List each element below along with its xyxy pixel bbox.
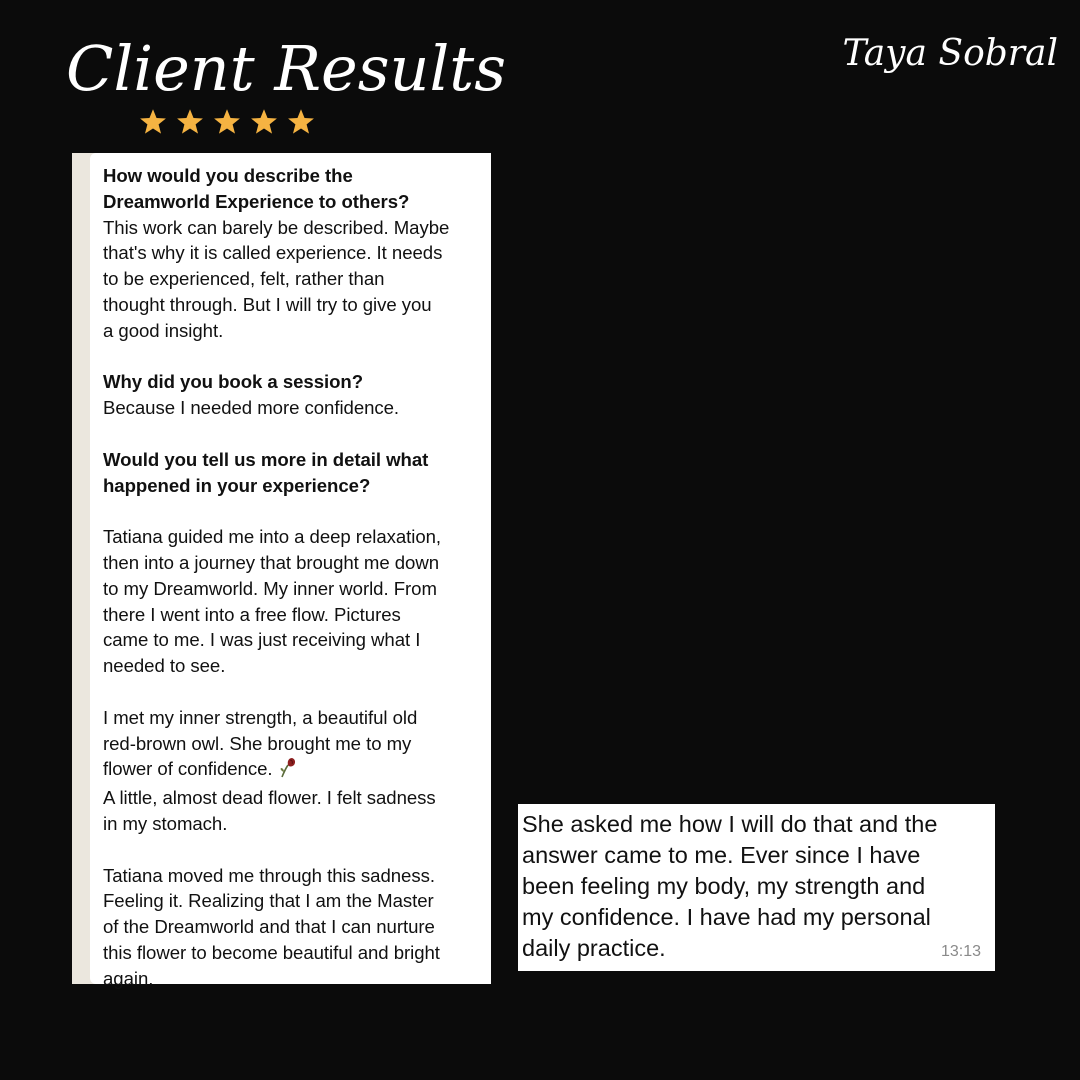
- star-rating: [138, 108, 316, 136]
- testimonial-screenshot-right: [518, 804, 995, 971]
- question-text: Why did you book a session?: [103, 371, 364, 393]
- answer-text: Tatiana moved me through this sadness. Feeling it. Realizing that I am the Master of the Dreamworld and that I can nurture this flower to become beautiful and bright again.: [103, 864, 440, 989]
- star-icon: [175, 108, 205, 136]
- brand-signature: [842, 10, 1062, 90]
- answer-text: A little, almost dead flower. I felt sadness in my stomach.: [103, 787, 436, 834]
- message-timestamp: 13:13: [940, 943, 981, 960]
- star-icon: [138, 108, 168, 136]
- message-text: She asked me how I will do that and the answer came to me. Ever since I have been feeling my body, my strength and my confidence. I have had my personal daily practice.: [522, 811, 938, 961]
- question-text: How would you describe the Dreamworld Experience to others?: [103, 165, 410, 212]
- answer-text: I met my inner strength, a beautiful old red-brown owl. She brought me to my flower of confidence.: [103, 705, 481, 785]
- brand-name: Taya Sobral: [842, 33, 1058, 74]
- question-text: Would you tell us more in detail what happened in your experience?: [103, 448, 429, 496]
- message-bubble: [90, 153, 491, 989]
- star-icon: [212, 108, 242, 136]
- answer-text: Tatiana guided me into a deep relaxation, then into a journey that brought me down to my Dreamworld. My inner world. From there I went into a free flow. Pictures came to me. I was just receiving what I needed to see.: [103, 526, 442, 677]
- page-title-text: Client Results: [66, 32, 507, 105]
- answer-text: Because I needed more confidence.: [103, 397, 400, 419]
- wilted-flower-icon: [278, 756, 298, 785]
- testimonial-screenshot-left: [72, 153, 491, 989]
- star-icon: [249, 108, 279, 136]
- star-icon: [286, 108, 316, 136]
- answer-text: This work can barely be described. Maybe that's why it is called experience. It needs to be experienced, felt, rather than thought through. But I will try to give you a good insight.: [103, 216, 450, 341]
